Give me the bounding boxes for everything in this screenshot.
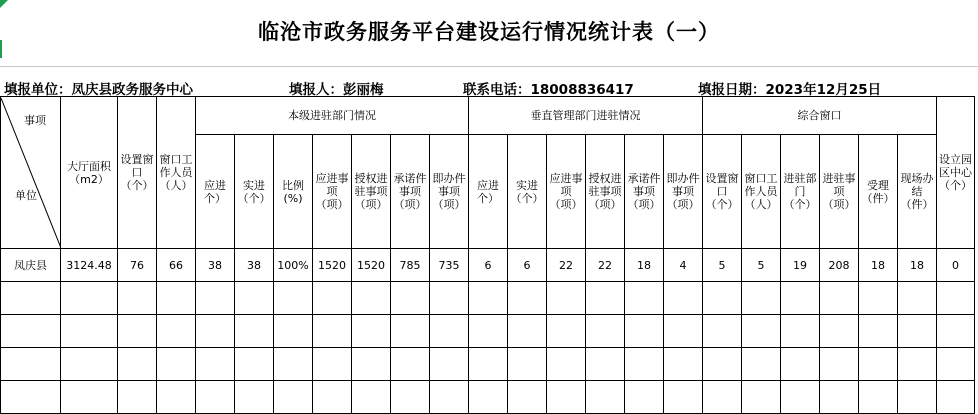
empty-cell[interactable] — [625, 348, 664, 381]
empty-cell[interactable] — [781, 381, 820, 414]
empty-cell[interactable] — [391, 282, 430, 315]
table-row — [1, 249, 975, 282]
empty-cell[interactable] — [898, 348, 937, 381]
header-windows[interactable]: 设置窗口（个） — [118, 97, 157, 249]
header-park-center[interactable]: 设立园区中心（个） — [937, 97, 975, 249]
empty-cell[interactable] — [391, 348, 430, 381]
empty-cell[interactable] — [274, 381, 313, 414]
empty-cell[interactable] — [586, 381, 625, 414]
empty-cell[interactable] — [352, 381, 391, 414]
empty-cell[interactable] — [508, 348, 547, 381]
empty-cell[interactable] — [586, 282, 625, 315]
cell-local[interactable]: 785 — [391, 249, 430, 282]
empty-cell[interactable] — [937, 381, 975, 414]
cell-vertical[interactable]: 22 — [586, 249, 625, 282]
cell-general[interactable]: 208 — [820, 249, 859, 282]
empty-cell[interactable] — [430, 381, 469, 414]
cell-staff[interactable]: 66 — [157, 249, 196, 282]
empty-cell[interactable] — [898, 315, 937, 348]
header-local-col[interactable]: 比例(%) — [274, 135, 313, 249]
empty-cell[interactable] — [469, 348, 508, 381]
empty-cell[interactable] — [118, 315, 157, 348]
empty-cell[interactable] — [61, 348, 118, 381]
header-general-col[interactable]: 受理（件） — [859, 135, 898, 249]
empty-cell[interactable] — [196, 348, 235, 381]
empty-cell[interactable] — [859, 348, 898, 381]
empty-cell[interactable] — [469, 315, 508, 348]
cell-local[interactable]: 735 — [430, 249, 469, 282]
empty-cell[interactable] — [157, 315, 196, 348]
empty-table-row — [1, 381, 975, 414]
empty-cell[interactable] — [742, 282, 781, 315]
empty-cell[interactable] — [196, 282, 235, 315]
cell-general[interactable]: 18 — [859, 249, 898, 282]
empty-cell[interactable] — [61, 315, 118, 348]
header-corner-cell[interactable] — [1, 97, 61, 249]
empty-cell[interactable] — [703, 315, 742, 348]
empty-cell[interactable] — [937, 348, 975, 381]
empty-cell[interactable] — [235, 315, 274, 348]
header-local-col[interactable]: 应进个） — [196, 135, 235, 249]
empty-cell[interactable] — [157, 381, 196, 414]
empty-cell[interactable] — [196, 381, 235, 414]
empty-cell[interactable] — [859, 282, 898, 315]
header-group-local[interactable]: 本级进驻部门情况 — [196, 97, 469, 135]
empty-cell[interactable] — [118, 348, 157, 381]
empty-cell[interactable] — [157, 282, 196, 315]
empty-cell[interactable] — [1, 315, 61, 348]
statistics-table — [0, 96, 975, 414]
cell-general[interactable]: 18 — [898, 249, 937, 282]
header-local-col[interactable]: 即办件事项（项） — [430, 135, 469, 249]
header-general-col[interactable]: 设置窗口（个） — [703, 135, 742, 249]
empty-cell[interactable] — [430, 282, 469, 315]
header-vertical-col[interactable]: 应进个） — [469, 135, 508, 249]
cell-vertical[interactable]: 4 — [664, 249, 703, 282]
report-person: 填报人：彭丽梅 — [289, 82, 384, 98]
empty-cell[interactable] — [1, 381, 61, 414]
empty-cell[interactable] — [61, 381, 118, 414]
empty-cell[interactable] — [430, 348, 469, 381]
cell-park-center[interactable]: 0 — [937, 249, 975, 282]
cell-general[interactable]: 19 — [781, 249, 820, 282]
empty-cell[interactable] — [547, 348, 586, 381]
empty-table-row — [1, 282, 975, 315]
header-hall-area[interactable]: 大厅面积（m2） — [61, 97, 118, 249]
empty-cell[interactable] — [937, 282, 975, 315]
empty-cell[interactable] — [1, 348, 61, 381]
empty-cell[interactable] — [820, 348, 859, 381]
empty-cell[interactable] — [703, 348, 742, 381]
empty-cell[interactable] — [469, 282, 508, 315]
empty-cell[interactable] — [781, 282, 820, 315]
empty-cell[interactable] — [898, 282, 937, 315]
empty-cell[interactable] — [430, 315, 469, 348]
empty-cell[interactable] — [703, 381, 742, 414]
cell-vertical[interactable]: 6 — [469, 249, 508, 282]
header-local-col[interactable]: 应进事项（项） — [313, 135, 352, 249]
empty-cell[interactable] — [820, 282, 859, 315]
corner-label-unit: 单位 — [15, 188, 37, 202]
empty-cell[interactable] — [859, 315, 898, 348]
empty-cell[interactable] — [586, 348, 625, 381]
empty-cell[interactable] — [508, 381, 547, 414]
empty-cell[interactable] — [547, 381, 586, 414]
empty-cell[interactable] — [625, 315, 664, 348]
sheet-title: 临沧市政务服务平台建设运行情况统计表（一） — [258, 20, 720, 44]
title-row — [0, 0, 978, 67]
empty-cell[interactable] — [586, 315, 625, 348]
empty-cell[interactable] — [625, 282, 664, 315]
cell-vertical[interactable]: 22 — [547, 249, 586, 282]
empty-cell[interactable] — [664, 381, 703, 414]
cell-local[interactable]: 1520 — [313, 249, 352, 282]
empty-cell[interactable] — [1, 282, 61, 315]
empty-cell[interactable] — [274, 315, 313, 348]
empty-cell[interactable] — [235, 348, 274, 381]
cell-local[interactable]: 100% — [274, 249, 313, 282]
header-local-col[interactable]: 实进（个） — [235, 135, 274, 249]
empty-cell[interactable] — [391, 381, 430, 414]
empty-cell[interactable] — [898, 381, 937, 414]
header-general-col[interactable]: 进驻事项（项） — [820, 135, 859, 249]
cell-windows[interactable]: 76 — [118, 249, 157, 282]
cell-hall-area[interactable]: 3124.48 — [61, 249, 118, 282]
cell-local[interactable]: 38 — [196, 249, 235, 282]
empty-cell[interactable] — [235, 381, 274, 414]
empty-cell[interactable] — [274, 282, 313, 315]
empty-cell[interactable] — [235, 282, 274, 315]
empty-cell[interactable] — [118, 282, 157, 315]
report-phone: 联系电话：18008836417 — [463, 82, 634, 98]
empty-cell[interactable] — [859, 381, 898, 414]
empty-cell[interactable] — [742, 315, 781, 348]
empty-table-row — [1, 315, 975, 348]
empty-cell[interactable] — [313, 348, 352, 381]
report-info-row — [0, 78, 978, 98]
empty-cell[interactable] — [313, 381, 352, 414]
cell-unit[interactable]: 凤庆县 — [1, 249, 61, 282]
header-general-col[interactable]: 现场办结（件） — [898, 135, 937, 249]
empty-cell[interactable] — [352, 282, 391, 315]
header-general-col[interactable]: 进驻部门（个） — [781, 135, 820, 249]
header-group-general[interactable]: 综合窗口 — [703, 97, 937, 135]
header-vertical-col[interactable]: 应进事项（项） — [547, 135, 586, 249]
empty-cell[interactable] — [625, 381, 664, 414]
empty-cell[interactable] — [781, 348, 820, 381]
empty-cell[interactable] — [547, 282, 586, 315]
empty-cell[interactable] — [937, 315, 975, 348]
empty-cell[interactable] — [157, 348, 196, 381]
cell-vertical[interactable]: 18 — [625, 249, 664, 282]
empty-cell[interactable] — [508, 282, 547, 315]
empty-cell[interactable] — [313, 282, 352, 315]
header-staff[interactable]: 窗口工作人员（人） — [157, 97, 196, 249]
header-vertical-col[interactable]: 承诺件事项（项） — [625, 135, 664, 249]
corner-label-items: 事项 — [24, 113, 46, 127]
cell-general[interactable]: 5 — [742, 249, 781, 282]
empty-cell[interactable] — [820, 381, 859, 414]
empty-table-row — [1, 348, 975, 381]
empty-cell[interactable] — [664, 282, 703, 315]
empty-cell[interactable] — [742, 348, 781, 381]
header-vertical-col[interactable]: 即办件事项（项） — [664, 135, 703, 249]
empty-cell[interactable] — [664, 348, 703, 381]
empty-cell[interactable] — [391, 315, 430, 348]
empty-cell[interactable] — [196, 315, 235, 348]
header-vertical-col[interactable]: 实进（个） — [508, 135, 547, 249]
empty-cell[interactable] — [742, 381, 781, 414]
empty-cell[interactable] — [820, 315, 859, 348]
empty-cell[interactable] — [703, 282, 742, 315]
cell-local[interactable]: 38 — [235, 249, 274, 282]
empty-cell[interactable] — [352, 315, 391, 348]
empty-cell[interactable] — [352, 348, 391, 381]
header-group-vertical[interactable]: 垂直管理部门进驻情况 — [469, 97, 703, 135]
empty-cell[interactable] — [469, 381, 508, 414]
empty-cell[interactable] — [664, 315, 703, 348]
report-date: 填报日期：2023年12月25日 — [698, 82, 882, 98]
empty-cell[interactable] — [61, 282, 118, 315]
empty-cell[interactable] — [547, 315, 586, 348]
header-local-col[interactable]: 授权进驻事项（项） — [352, 135, 391, 249]
report-unit: 填报单位：凤庆县政务服务中心 — [4, 82, 193, 98]
empty-cell[interactable] — [274, 348, 313, 381]
cell-general[interactable]: 5 — [703, 249, 742, 282]
cell-vertical[interactable]: 6 — [508, 249, 547, 282]
header-general-col[interactable]: 窗口工作人员（人） — [742, 135, 781, 249]
header-local-col[interactable]: 承诺件事项（项） — [391, 135, 430, 249]
empty-cell[interactable] — [508, 315, 547, 348]
empty-cell[interactable] — [313, 315, 352, 348]
empty-cell[interactable] — [118, 381, 157, 414]
empty-cell[interactable] — [781, 315, 820, 348]
cell-local[interactable]: 1520 — [352, 249, 391, 282]
header-vertical-col[interactable]: 授权进驻事项（项） — [586, 135, 625, 249]
